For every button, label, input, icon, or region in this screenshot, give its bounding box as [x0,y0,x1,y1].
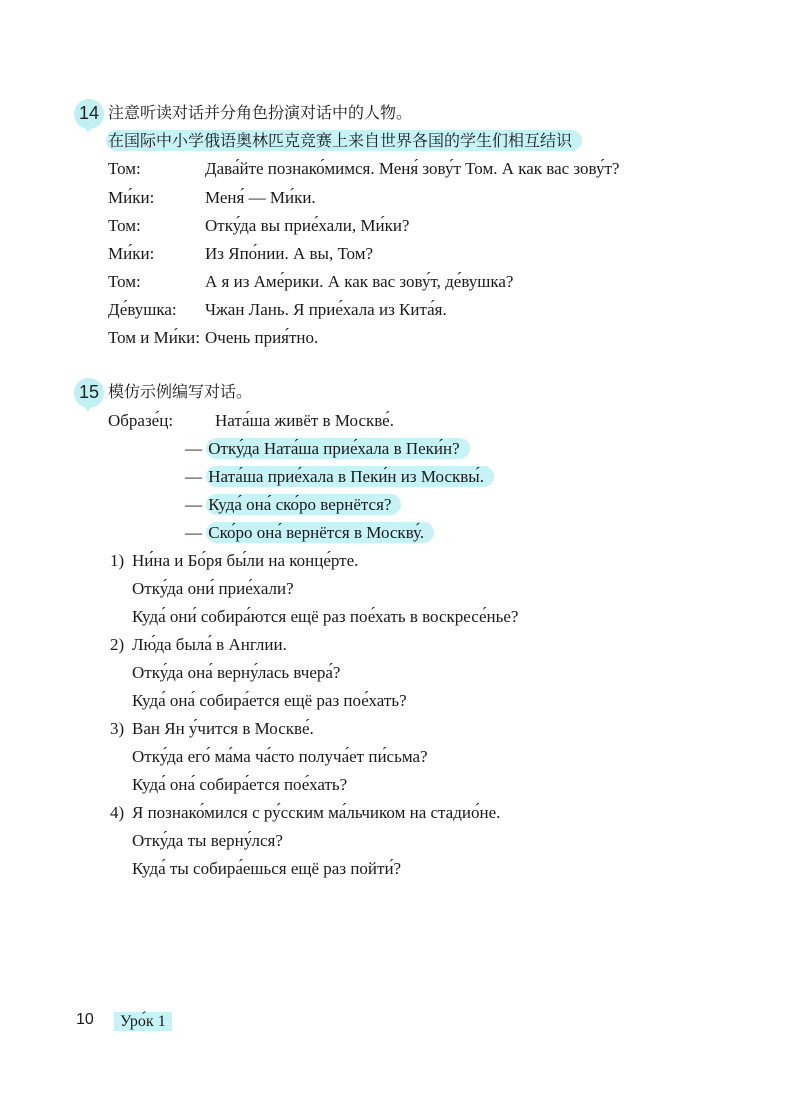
dialogue-line: А я из Аме́рики. А как вас зову́т, де́вушка? [205,272,514,291]
sample-label: Образе́ц: [108,411,174,430]
sample-line: — Куда́ она́ ско́ро вернётся? [185,494,401,516]
sample-dash: — [185,439,202,458]
sample-dash: — [185,467,202,486]
sample-dash: — [185,495,202,514]
exercise-15-instruction: 模仿示例编写对话。 [108,382,253,401]
dialogue-speaker: Том и Ми́ки: [108,328,200,347]
lesson-label: Уро́к 1 [114,1010,172,1033]
task-line: Куда́ ты собира́ешься ещё раз пойти́? [132,859,402,878]
exercise-14-number: 14 [78,103,100,123]
exercise-14-subtitle: 在国际中小学俄语奥林匹克竞赛上来自世界各国的学生们相互结识 [106,130,582,152]
page-number: 10 [76,1011,94,1028]
sample-line: — Ско́ро она́ вернётся в Москву́. [185,522,434,544]
task-line: Ван Ян у́чится в Москве́. [132,719,314,738]
task-line: Отку́да они́ прие́хали? [132,579,294,598]
task-line: Отку́да его́ ма́ма ча́сто получа́ет пи́сьма? [132,747,428,766]
sample-sentence: Ната́ша живёт в Москве́. [215,411,394,430]
task-number: 4) [110,803,125,822]
dialogue-speaker: Том: [108,159,141,178]
exercise-14-badge [74,99,108,133]
task-line: Куда́ они́ собира́ются ещё раз пое́хать в воскресе́нье? [132,607,519,626]
task-number: 3) [110,719,125,738]
dialogue-speaker: Том: [108,272,141,291]
task-number: 2) [110,635,125,654]
dialogue-speaker: Де́вушка: [108,300,177,319]
task-line: Отку́да ты верну́лся? [132,831,283,850]
task-line: Куда́ она́ собира́ется пое́хать? [132,775,348,794]
task-number: 1) [110,551,125,570]
task-line: Ни́на и Бо́ря бы́ли на конце́рте. [132,551,359,570]
dialogue-line: Очень прия́тно. [205,328,319,347]
task-line: Куда́ она́ собира́ется ещё раз пое́хать? [132,691,407,710]
dialogue-line: Дава́йте познако́мимся. Меня́ зову́т Том. А как вас зову́т? [205,159,620,178]
sample-dash: — [185,523,202,542]
exercise-15-number: 15 [78,382,100,402]
dialogue-speaker: Ми́ки: [108,244,155,263]
sample-line: — Отку́да Ната́ша прие́хала в Пеки́н? [185,438,470,460]
exercise-15-badge [74,378,108,412]
dialogue-speaker: Том: [108,216,141,235]
task-line: Я познако́мился с ру́сским ма́льчиком на стадио́не. [132,803,501,822]
task-line: Лю́да была́ в Англии. [132,635,287,654]
dialogue-speaker: Ми́ки: [108,188,155,207]
exercise-14-instruction: 注意听读对话并分角色扮演对话中的人物。 [108,103,413,122]
dialogue-line: Отку́да вы прие́хали, Ми́ки? [205,216,410,235]
dialogue-line: Чжан Лань. Я прие́хала из Кита́я. [205,300,447,319]
sample-line: — Ната́ша прие́хала в Пеки́н из Москвы́. [185,466,494,488]
dialogue-line: Меня́ — Ми́ки. [205,188,316,207]
task-line: Отку́да она́ верну́лась вчера́? [132,663,341,682]
dialogue-line: Из Япо́нии. А вы, Том? [205,244,374,263]
